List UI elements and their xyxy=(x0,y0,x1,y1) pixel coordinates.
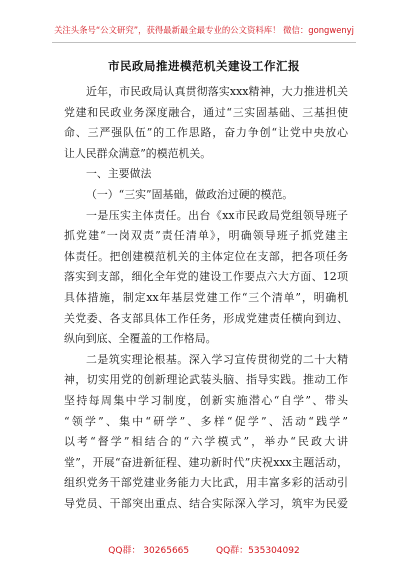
document-body xyxy=(64,82,348,514)
paragraph-line: 堂”，开展“奋进新征程、建功新时代”庆祝xxx主题活动， xyxy=(64,455,348,469)
subsection-heading: （一）“三实”固基础，做政治过硬的模范。 xyxy=(86,187,294,201)
footer-qq-group-2: QQ群：535304092 xyxy=(216,546,300,556)
section-heading: 一、主要做法 xyxy=(86,167,152,181)
paragraph-line: 以考“督学”相结合的“六学模式”，举办“民政大讲 xyxy=(64,435,348,449)
paragraph-line: 组织党务干部党建业务能力大比武，用丰富多彩的活动引 xyxy=(64,476,348,490)
header-divider xyxy=(52,42,356,43)
paragraph-line: 纵向到底、全覆盖的工作格局。 xyxy=(64,332,217,346)
header-banner-text: 关注头条号“公文研究”，获得最新最全最专业的公文资料库！ 微信：gongwenyj xyxy=(54,25,354,35)
paragraph-line: 神，切实用党的创新理论武装头脑、指导实践。推动工作 xyxy=(64,373,348,387)
footer-qq-group-1: QQ群： 30265665 xyxy=(108,546,190,556)
paragraph-line: 党建和民政业务深度融合，通过“三实固基础、三基担使 xyxy=(64,105,348,119)
footer-contact xyxy=(0,545,408,557)
paragraph-line: 命、三严强队伍”的工作思路，奋力争创“让党中央放心 xyxy=(64,126,348,140)
document-title: 市民政局推进模范机关建设工作汇报 xyxy=(108,59,300,73)
paragraph-line: 体责任。把创建模范机关的主体定位在支部，把各项任务 xyxy=(64,249,348,263)
paragraph-line: 让人民群众满意”的模范机关。 xyxy=(64,146,212,160)
header-banner xyxy=(0,24,408,36)
paragraph-line: 抓党建“一岗双责”责任清单》，明确领导班子抓党建主 xyxy=(64,229,348,243)
paragraph-line: 导党员、干部突出重点、结合实际深入学习，筑牢为民爱 xyxy=(64,496,348,510)
paragraph-line: 坚持每周集中学习制度，创新实施潜心“自学”、带头 xyxy=(64,393,348,407)
paragraph-line: “领学”、集中“研学”、多样“促学”、活动“践学” xyxy=(64,414,348,428)
paragraph-line: 关党委、各支部具体工作任务，形成党建责任横向到边、 xyxy=(64,311,348,325)
paragraph-line: 具体措施，制定xx年基层党建工作“三个清单”，明确机 xyxy=(64,290,348,304)
paragraph-line: 一是压实主体责任。出台《xx市民政局党组领导班子 xyxy=(86,208,348,222)
paragraph-line: 二是筑实理论根基。深入学习宣传贯彻党的二十大精 xyxy=(86,352,348,366)
paragraph-line: 落实到支部，细化全年党的建设工作要点六大方面、12项 xyxy=(64,270,348,284)
paragraph-line: 近年，市民政局认真贯彻落实xxx精神，大力推进机关 xyxy=(86,85,348,98)
